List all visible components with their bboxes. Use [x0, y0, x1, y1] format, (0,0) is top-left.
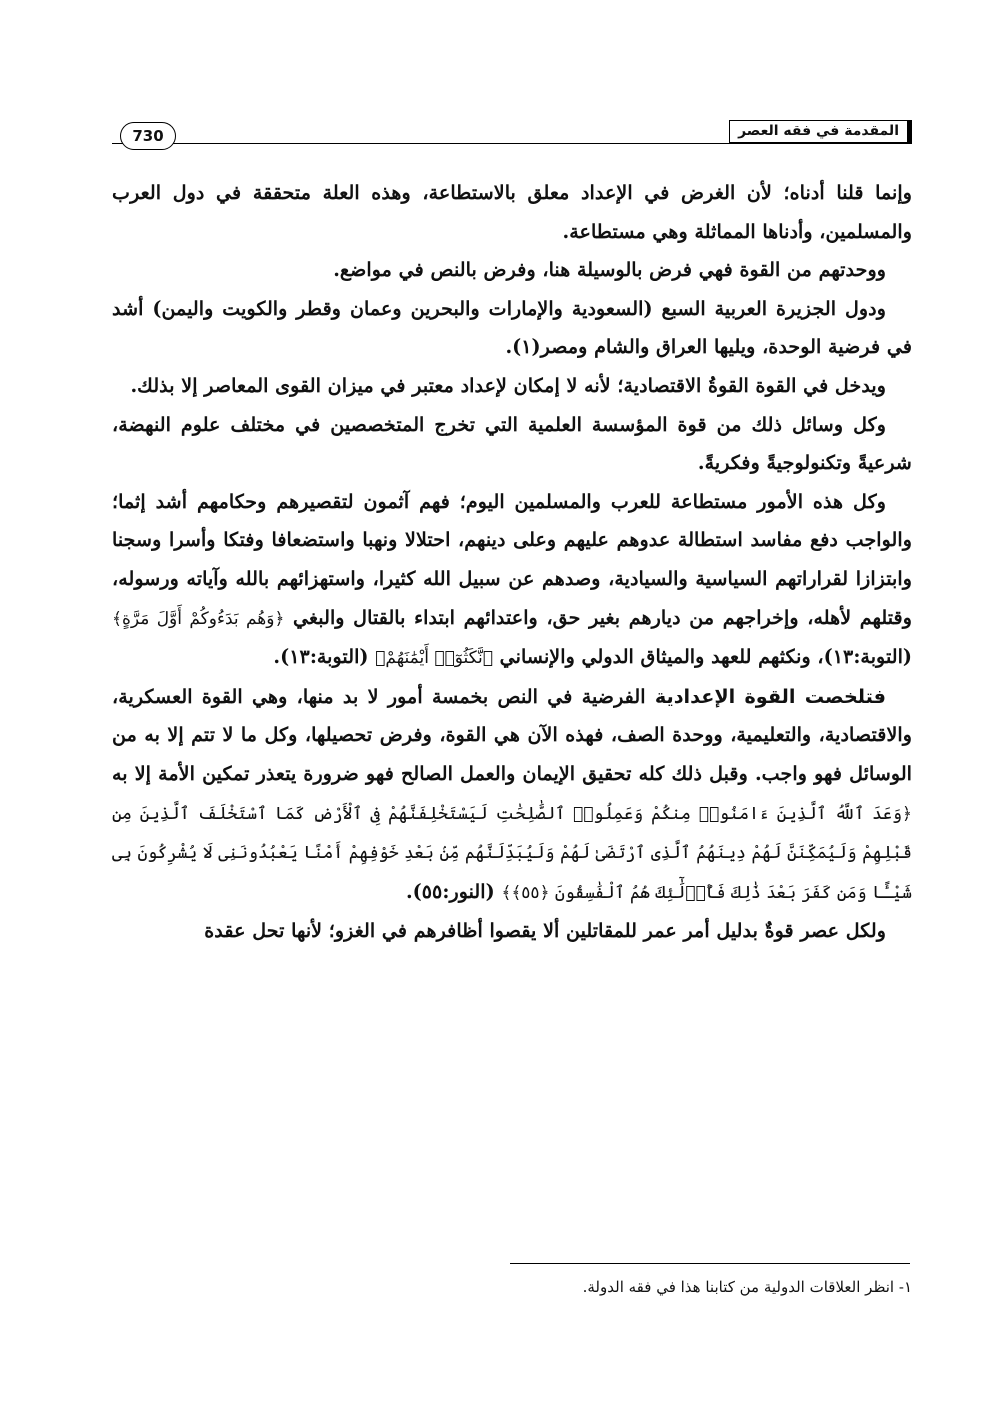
- running-header: [112, 118, 912, 148]
- verse-reference: (التوبة:١٣).: [273, 645, 376, 669]
- paragraph: وإنما قلنا أدناه؛ لأن الغرض في الإعداد معلق بالاستطاعة، وهذه العلة متحققة في دول العرب والمسلمين، وأدناها المماثلة وهي مستطاعة.: [112, 181, 912, 243]
- page-number: 730: [120, 122, 176, 150]
- paragraph: ويدخل في القوة القوةُ الاقتصادية؛ لأنه لا إمكان لإعداد معتبر في ميزان القوى المعاصر إلا بذلك.: [130, 373, 886, 397]
- quran-verse: ﴿وَعَدَ ٱللَّهُ ٱلَّذِينَ ءَامَنُوا۟ مِنكُمْ وَعَمِلُوا۟ ٱلصَّٰلِحَٰتِ لَيَسْتَخْلِفَنَّهُمْ فِى ٱلْأَرْضِ كَمَا ٱسْتَخْلَفَ ٱلَّذِينَ مِن قَبْلِهِمْ وَلَيُمَكِّنَنَّ لَهُمْ دِينَهُمُ ٱلَّذِى ٱرْتَضَىٰ لَهُمْ وَلَيُبَدِّلَنَّهُم مِّنۢ بَعْدِ خَوْفِهِمْ أَمْنًا يَعْبُدُونَنِى لَا يُشْرِكُونَ بِى شَيْـًٔا وَمَن كَفَرَ بَعْدَ ذَٰلِكَ فَأُو۟لَٰٓئِكَ هُمُ ٱلْفَٰسِقُونَ ﴿٥٥﴾﴾: [112, 803, 912, 903]
- header-rule: [112, 143, 912, 144]
- book-title: المقدمة في فقه العصر: [729, 120, 912, 143]
- text-span: وكل هذه الأمور مستطاعة للعرب والمسلمين اليوم؛ فهم آثمون لتقصيرهم وحكامهم أشد إثما؛ والواجب دفع مفاسد استطالة عدوهم عليهم وعلى دينهم، احتلالا ونهبا واستضعافا وفتكا وأسرا وسجنا وابتزازا لقراراتهم السياسية والسيادية، وصدهم عن سبيل الله كثيرا، واستهزائهم بالله وآياته ورسوله، وقتلهم لأهله، وإخراجهم من ديارهم بغير حق، واعتدائهم ابتداء بالقتال والبغي: [112, 489, 912, 629]
- paragraph: ولكل عصر قوةٌ بدليل أمر عمر للمقاتلين ألا يقصوا أظافرهم في الغزو؛ لأنها تحل عقدة: [204, 919, 886, 943]
- main-text: [112, 174, 912, 951]
- footnote-separator: [510, 1263, 910, 1264]
- highlighted-heading: فتلخصت القوة الإعدادية: [654, 684, 886, 708]
- paragraph: [112, 678, 912, 913]
- paragraph: ودول الجزيرة العربية السبع (السعودية والإمارات والبحرين وعمان وقطر والكويت واليمن) أشد في فرضية الوحدة، ويليها العراق والشام ومصر(١).: [112, 296, 912, 359]
- quran-verse: ﴿وَهُم بَدَءُوكُمْ أَوَّلَ مَرَّةٍ﴾: [112, 608, 285, 629]
- paragraph: وكل وسائل ذلك من قوة المؤسسة العلمية التي تخرج المتخصصين في مختلف علوم النهضة، شرعيةً وتكنولوجيةً وفكريةً.: [112, 412, 912, 475]
- verse-reference: (التوبة:١٣)، ونكثهم للعهد والميثاق الدولي والإنساني: [492, 645, 912, 669]
- paragraph: ووحدتهم من القوة فهي فرض بالوسيلة هنا، وفرض بالنص في مواضع.: [333, 258, 886, 282]
- text-span: الفرضية في النص بخمسة أمور لا بد منها، وهي القوة العسكرية، والاقتصادية، والتعليمية، ووحدة الصف، فهذه الآن هي القوة، وفرض تحصيلها، وكل ما لا تتم إلا به من الوسائل فهو واجب. وقبل ذلك كله تحقيق الإيمان والعمل الصالح فهو ضرورة يتعذر تمكين الأمة إلا به: [112, 684, 912, 785]
- quran-verse: ﴿نَّكَثُوٓا۟ أَيْمَٰنَهُمْ﴾: [375, 648, 493, 669]
- verse-reference: (النور:٥٥).: [405, 879, 502, 903]
- paragraph: [112, 483, 912, 678]
- footnote: ١- انظر العلاقات الدولية من كتابنا هذا في فقه الدولة.: [582, 1278, 912, 1296]
